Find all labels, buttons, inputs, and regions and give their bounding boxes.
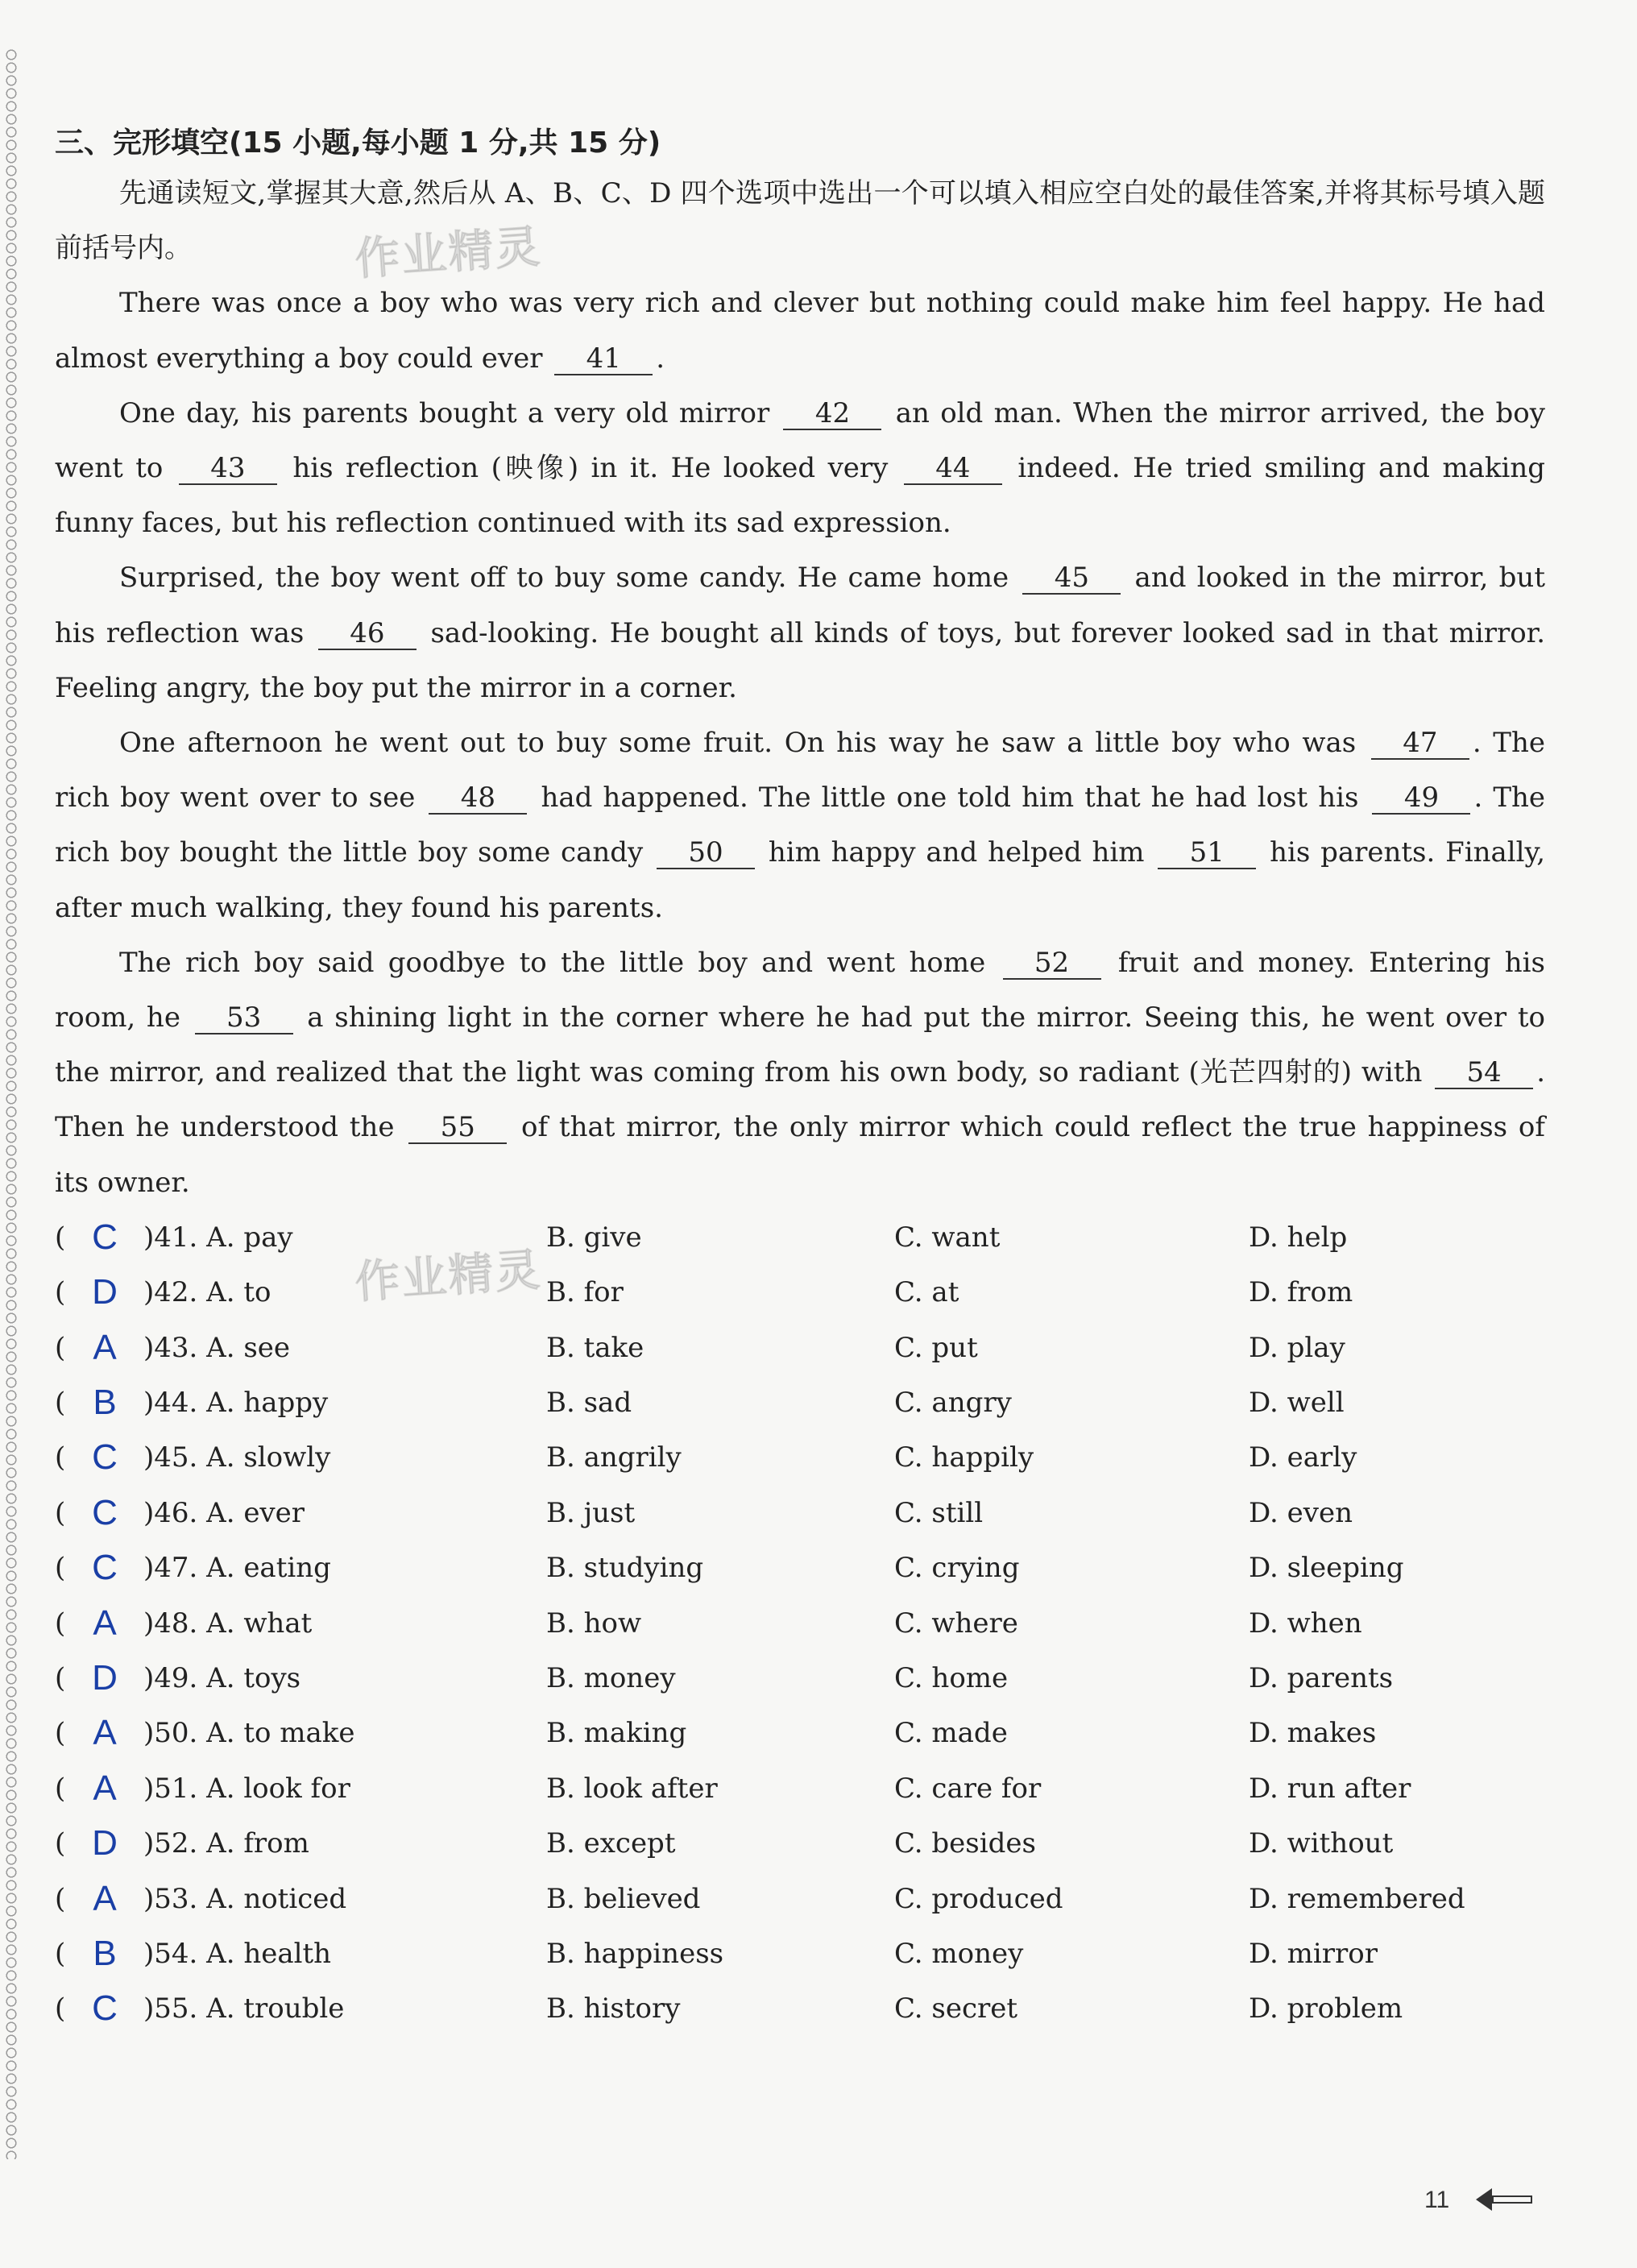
option-c: C. produced [894,1882,1063,1915]
option-d: D. from [1249,1276,1353,1309]
paren-open: ( [55,1607,66,1640]
paren-open: ( [55,1276,66,1309]
paren-open: ( [55,1661,66,1694]
passage-paragraph-3: Surprised, the boy went off to buy some candy. He came home 45 and looked in the mirror, but his reflection was 46 sad-looking. He bought all kinds of toys, but forever looked sad in that mirror. Feeling angry, the boy put the mirror in a corner. [55,562,1545,704]
option-d: D. problem [1249,1992,1403,2025]
option-d: D. help [1249,1221,1348,1254]
blank-41: 41 [554,343,653,375]
paren-open: ( [55,1496,66,1529]
answer-mark: C [92,1988,118,2029]
option-b: B. believed [546,1882,701,1915]
answer-mark: C [92,1492,118,1532]
question-number-option-a: )53. A. noticed [143,1882,347,1915]
question-number-option-a: )42. A. to [143,1276,271,1309]
option-b: B. look after [546,1772,718,1805]
paren-open: ( [55,1937,66,1970]
passage-paragraph-1: There was once a boy who was very rich and clever but nothing could make him feel happy. He had almost everything a boy could ever 41 . [55,287,1545,375]
option-b: B. studying [546,1552,704,1585]
blank-52: 52 [1003,947,1101,980]
option-c: C. want [894,1221,1001,1254]
blank-53: 53 [195,1002,293,1034]
option-d: D. without [1249,1827,1394,1860]
option-b: B. how [546,1607,642,1640]
question-row [55,1210,1545,1265]
question-number-option-a: )43. A. see [143,1331,291,1364]
blank-51: 51 [1158,837,1256,869]
passage-paragraph-5: The rich boy said goodbye to the little boy and went home 52 fruit and money. Entering his room, he 53 a shining light in the corner where he had put the mirror. Seeing this, he went over to the mirror, and realized that the light was coming from his own body, so radiant (光芒四射的) with 54 . Then he understood the 55 of that mirror, the only mirror which could reflect the true happiness of its owner. [55,946,1546,1199]
answer-mark: C [92,1437,118,1478]
question-row [55,1761,1545,1816]
option-d: D. sleeping [1249,1552,1404,1585]
question-number-option-a: )41. A. pay [143,1221,293,1254]
option-b: B. for [546,1276,624,1309]
option-c: C. made [894,1717,1008,1750]
option-b: B. give [546,1221,642,1254]
question-number-option-a: )48. A. what [143,1607,313,1640]
blank-46: 46 [318,618,417,650]
paren-open: ( [55,1772,66,1805]
paren-open: ( [55,1387,66,1420]
passage-paragraph-2: One day, his parents bought a very old mirror 42 an old man. When the mirror arrived, the boy went to 43 his reflection (映像) in it. He looked very 44 indeed. He tried smiling and making funny faces, but his reflection continued with its sad expression. [55,396,1545,540]
option-b: B. angrily [546,1441,682,1474]
question-row [55,1706,1545,1760]
option-d: D. remembered [1249,1882,1465,1915]
blank-44: 44 [904,453,1002,485]
binding-holes [0,48,23,2159]
answer-mark: D [92,1272,118,1312]
blank-43: 43 [179,453,277,485]
option-c: C. at [894,1276,959,1309]
blank-54: 54 [1435,1057,1533,1089]
question-row [55,1265,1545,1320]
answer-mark: A [93,1327,117,1367]
question-row [55,1486,1545,1540]
question-number-option-a: )45. A. slowly [143,1441,331,1474]
option-d: D. early [1249,1441,1357,1474]
blank-47: 47 [1371,728,1469,760]
answer-mark: D [92,1657,118,1698]
option-c: C. money [894,1937,1024,1970]
question-row [55,1926,1545,1981]
blank-48: 48 [429,782,527,815]
option-d: D. makes [1249,1717,1377,1750]
option-d: D. mirror [1249,1937,1378,1970]
answer-mark: B [93,1383,117,1423]
paren-open: ( [55,1552,66,1585]
option-c: C. secret [894,1992,1018,2025]
question-row [55,1596,1545,1651]
question-row [55,1651,1545,1706]
option-b: B. happiness [546,1937,724,1970]
option-d: D. run after [1249,1772,1411,1805]
question-number-option-a: )44. A. happy [143,1387,329,1420]
blank-50: 50 [657,837,755,869]
paren-open: ( [55,1331,66,1364]
watermark-1: 作业精灵 [353,220,544,287]
blank-42: 42 [783,398,881,430]
question-row [55,1816,1545,1871]
question-number-option-a: )55. A. trouble [143,1992,345,2025]
answer-mark: B [93,1933,117,1973]
answer-mark: C [92,1548,118,1588]
option-c: C. home [894,1661,1009,1694]
blank-49: 49 [1372,782,1470,815]
option-d: D. when [1249,1607,1362,1640]
question-row [55,1430,1545,1485]
paren-open: ( [55,1717,66,1750]
question-number-option-a: )49. A. toys [143,1661,301,1694]
question-number-option-a: )50. A. to make [143,1717,355,1750]
paren-open: ( [55,1827,66,1860]
option-c: C. put [894,1331,978,1364]
question-number-option-a: )46. A. ever [143,1496,305,1529]
answer-mark: A [93,1768,117,1808]
paren-open: ( [55,1221,66,1254]
paren-open: ( [55,1882,66,1915]
option-d: D. well [1249,1387,1345,1420]
arrow-left-icon [1474,2185,1534,2214]
question-list [55,1210,1545,2037]
paren-open: ( [55,1992,66,2025]
option-c: C. besides [894,1827,1036,1860]
option-c: C. where [894,1607,1018,1640]
question-number-option-a: )51. A. look for [143,1772,350,1805]
question-row [55,1540,1545,1595]
question-row [55,1981,1545,2036]
question-number-option-a: )54. A. health [143,1937,332,1970]
option-c: C. crying [894,1552,1020,1585]
paren-open: ( [55,1441,66,1474]
option-b: B. except [546,1827,676,1860]
blank-45: 45 [1022,562,1121,595]
question-row [55,1321,1545,1375]
option-d: D. play [1249,1331,1345,1364]
answer-mark: A [93,1603,117,1643]
option-b: B. sad [546,1387,632,1420]
question-number-option-a: )52. A. from [143,1827,309,1860]
question-row [55,1375,1545,1430]
page-content [55,121,1545,2037]
page-number: 11 [1424,2187,1450,2213]
option-b: B. making [546,1717,687,1750]
passage-paragraph-4: One afternoon he went out to buy some fruit. On his way he saw a little boy who was 47 . The rich boy went over to see 48 had happened. The little one told him that he had lost his 49 . The rich boy bought the little boy some candy 50 him happy and helped him 51 his parents. Finally, after much walking, they found his parents. [55,727,1546,924]
option-b: B. take [546,1331,644,1364]
answer-mark: A [93,1878,117,1918]
option-c: C. care for [894,1772,1042,1805]
blank-55: 55 [408,1112,507,1144]
section-title: 三、完形填空(15 小题,每小题 1 分,共 15 分) [55,126,661,160]
watermark-2: 作业精灵 [353,1243,544,1310]
answer-mark: C [92,1217,118,1257]
option-c: C. still [894,1496,984,1529]
question-number-option-a: )47. A. eating [143,1552,331,1585]
option-c: C. angry [894,1387,1012,1420]
option-b: B. history [546,1992,681,2025]
answer-mark: A [93,1713,117,1753]
option-b: B. just [546,1496,636,1529]
answer-mark: D [92,1823,118,1864]
option-b: B. money [546,1661,676,1694]
option-d: D. even [1249,1496,1353,1529]
instruction: 先通读短文,掌握其大意,然后从 A、B、C、D 四个选项中选出一个可以填入相应空白处的最佳答案,并将其标号填入题前括号内。 [55,177,1545,265]
option-c: C. happily [894,1441,1034,1474]
question-row [55,1872,1545,1926]
option-d: D. parents [1249,1661,1394,1694]
